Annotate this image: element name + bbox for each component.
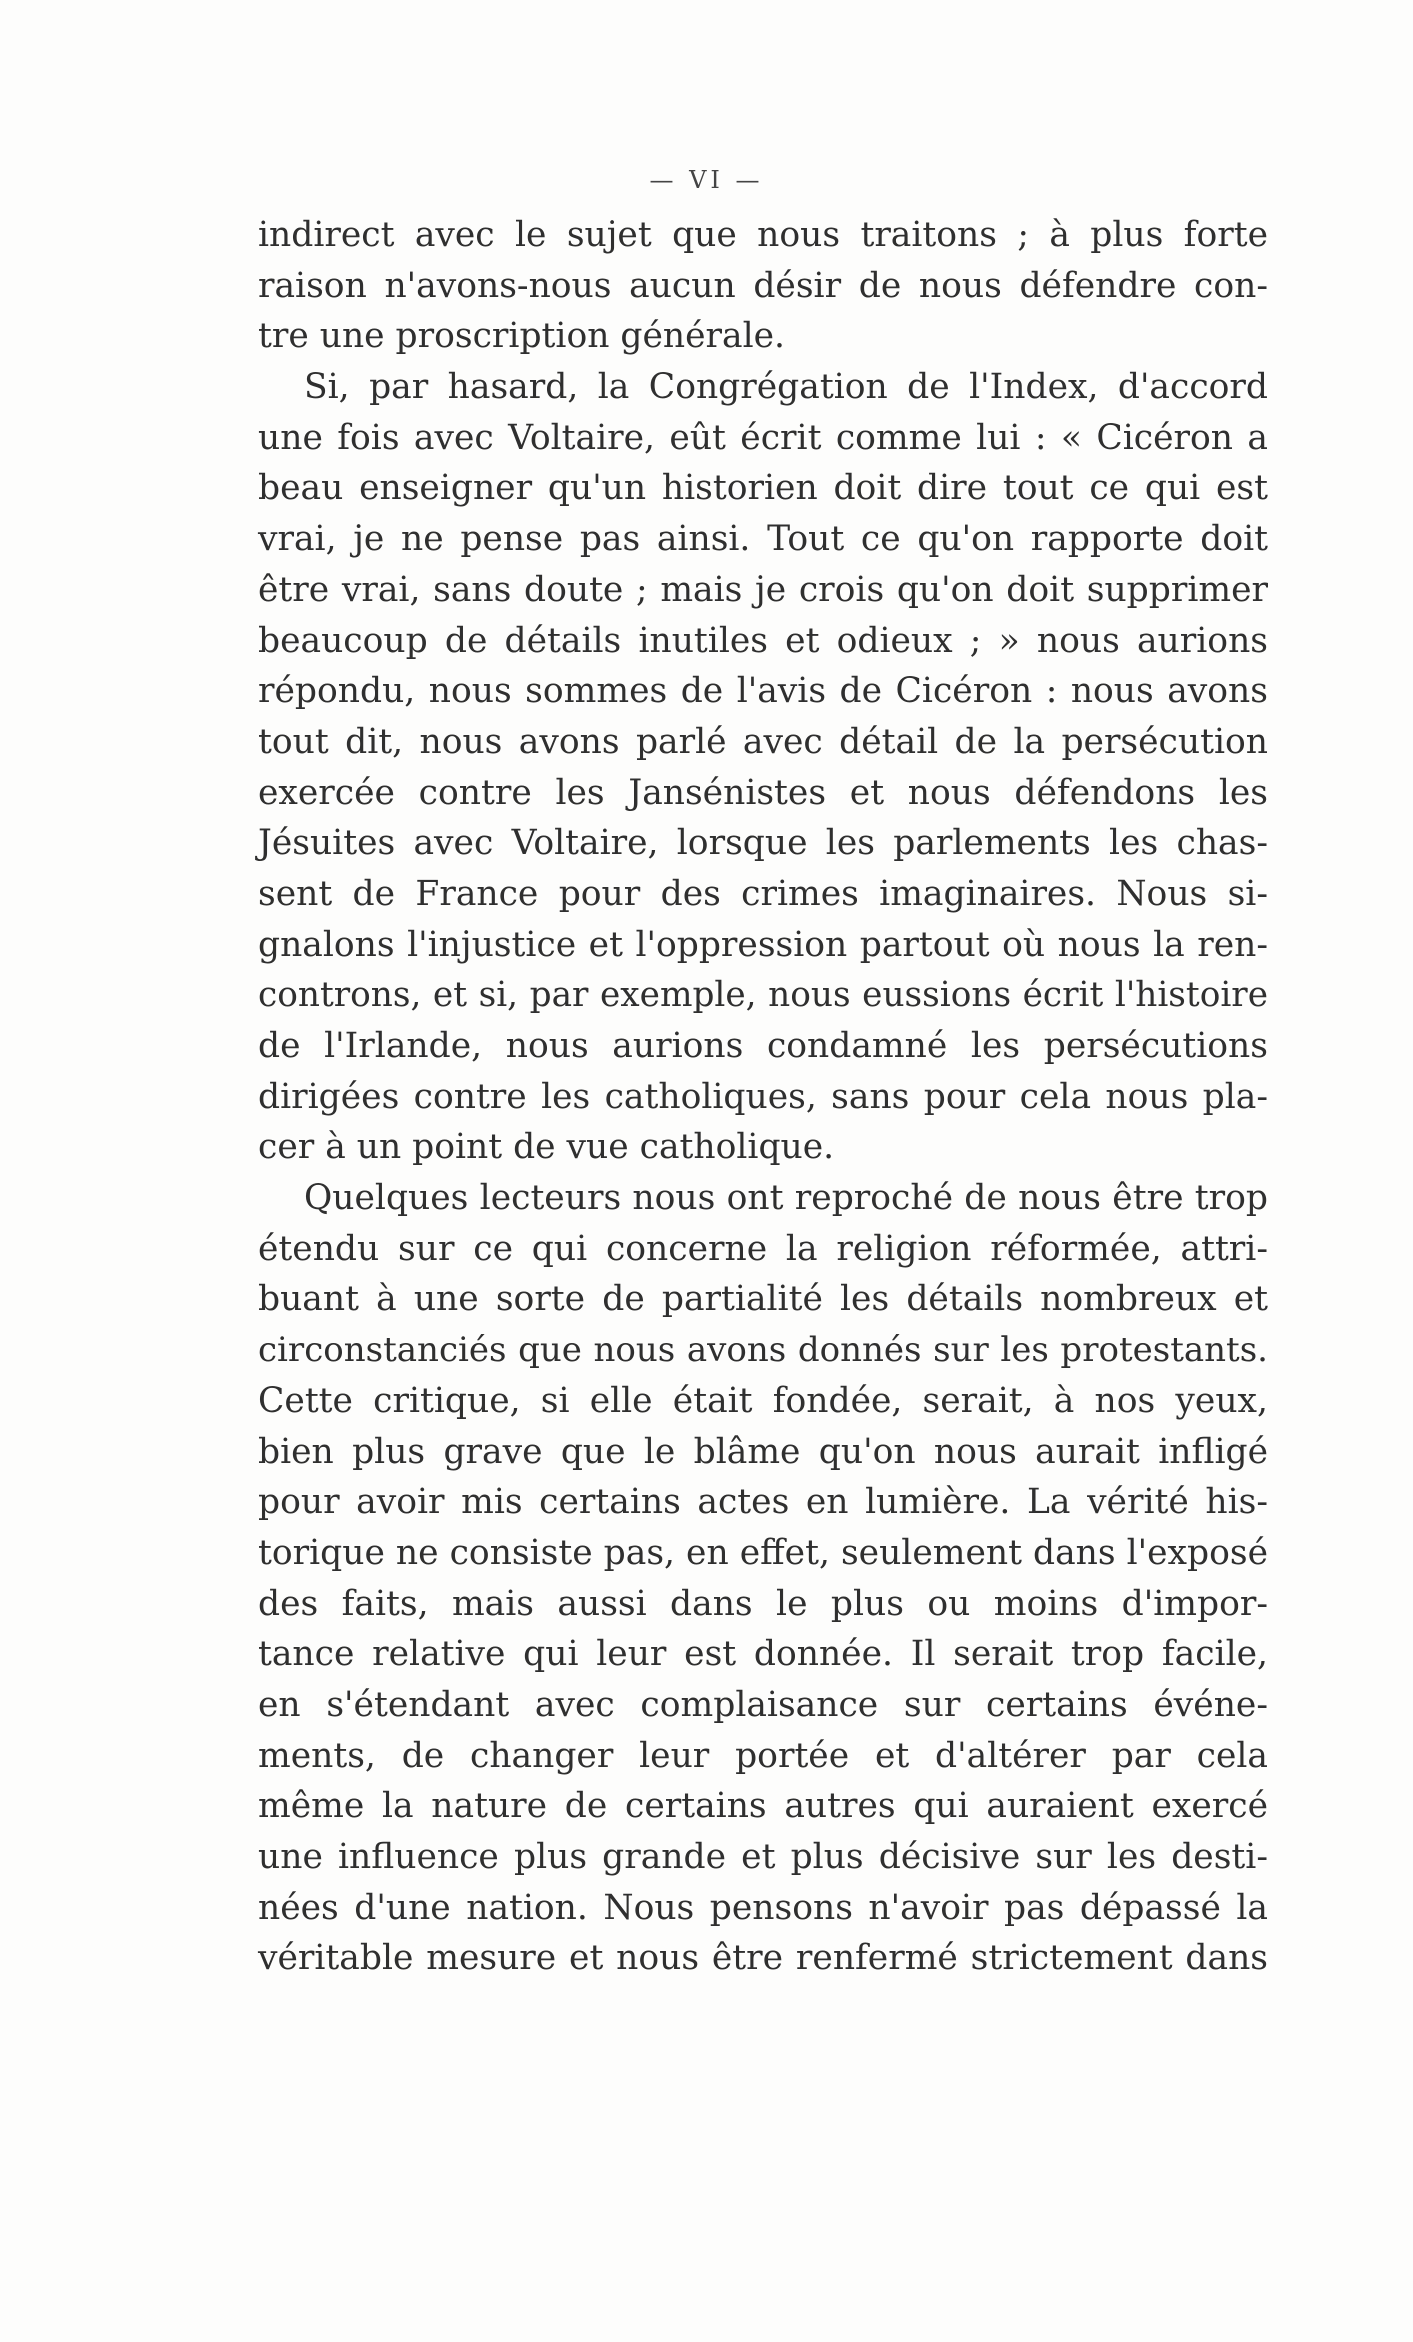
text-line: en s'étendant avec complaisance sur certains événe- — [258, 1684, 1268, 1725]
text-line: exercée contre les Jansénistes et nous défendons les — [258, 772, 1268, 813]
text-line: beau enseigner qu'un historien doit dire tout ce qui est — [258, 468, 1268, 509]
text-line: véritable mesure et nous être renfermé strictement dans — [258, 1938, 1268, 1979]
text-line: de l'Irlande, nous aurions condamné les persécutions — [258, 1026, 1268, 1066]
text-line: répondu, nous sommes de l'avis de Cicéron : nous avons — [258, 671, 1268, 712]
text-line: Jésuites avec Voltaire, lorsque les parlements les chas- — [258, 823, 1268, 864]
text-line: gnalons l'injustice et l'oppression partout où nous la ren- — [258, 924, 1268, 965]
text-line: être vrai, sans doute ; mais je crois qu'on doit supprimer — [258, 569, 1268, 610]
text-line: sent de France pour des crimes imaginaires. Nous si- — [258, 873, 1268, 914]
text-line: tre une proscription générale. — [258, 316, 786, 357]
text-line: dirigées contre les catholiques, sans pour cela nous pla- — [258, 1076, 1268, 1117]
text-line: beaucoup de détails inutiles et odieux ; » nous aurions — [258, 620, 1268, 661]
text-line: raison n'avons-nous aucun désir de nous défendre con- — [258, 265, 1268, 306]
text-line: buant à une sorte de partialité les détails nombreux et — [258, 1279, 1268, 1320]
text-line: tance relative qui leur est donnée. Il serait trop facile, — [258, 1634, 1268, 1675]
text-line: nées d'une nation. Nous pensons n'avoir pas dépassé la — [258, 1887, 1268, 1928]
body-text — [258, 210, 1268, 1984]
text-line: pour avoir mis certains actes en lumière. La vérité his- — [258, 1482, 1268, 1523]
text-line: Cette critique, si elle était fondée, serait, à nos yeux, — [258, 1380, 1268, 1421]
text-line: bien plus grave que le blâme qu'on nous aurait infligé — [258, 1431, 1268, 1472]
text-line: une fois avec Voltaire, eût écrit comme lui : « Cicéron a — [258, 417, 1268, 458]
text-line: même la nature de certains autres qui auraient exercé — [258, 1786, 1268, 1827]
text-line: des faits, mais aussi dans le plus ou moins d'impor- — [258, 1583, 1268, 1624]
text-line: tout dit, nous avons parlé avec détail de la persécution — [258, 721, 1268, 762]
text-line: ments, de changer leur portée et d'altérer par cela — [258, 1735, 1268, 1776]
text-line: Quelques lecteurs nous ont reproché de nous être trop — [304, 1178, 1268, 1219]
text-line: vrai, je ne pense pas ainsi. Tout ce qu'on rapporte doit — [258, 519, 1268, 560]
page-number: — VI — — [649, 166, 764, 194]
text-line: indirect avec le sujet que nous traitons ; à plus forte — [258, 215, 1268, 255]
text-line: circonstanciés que nous avons donnés sur les protestants. — [258, 1330, 1268, 1371]
text-line: Si, par hasard, la Congrégation de l'Index, d'accord — [304, 367, 1268, 408]
text-line: une influence plus grande et plus décisive sur les desti- — [258, 1837, 1268, 1877]
text-line: étendu sur ce qui concerne la religion réformée, attri- — [258, 1228, 1268, 1269]
text-line: cer à un point de vue catholique. — [258, 1127, 835, 1168]
text-line: torique ne consiste pas, en effet, seulement dans l'exposé — [258, 1532, 1268, 1573]
text-line: controns, et si, par exemple, nous eussions écrit l'histoire — [258, 975, 1268, 1016]
